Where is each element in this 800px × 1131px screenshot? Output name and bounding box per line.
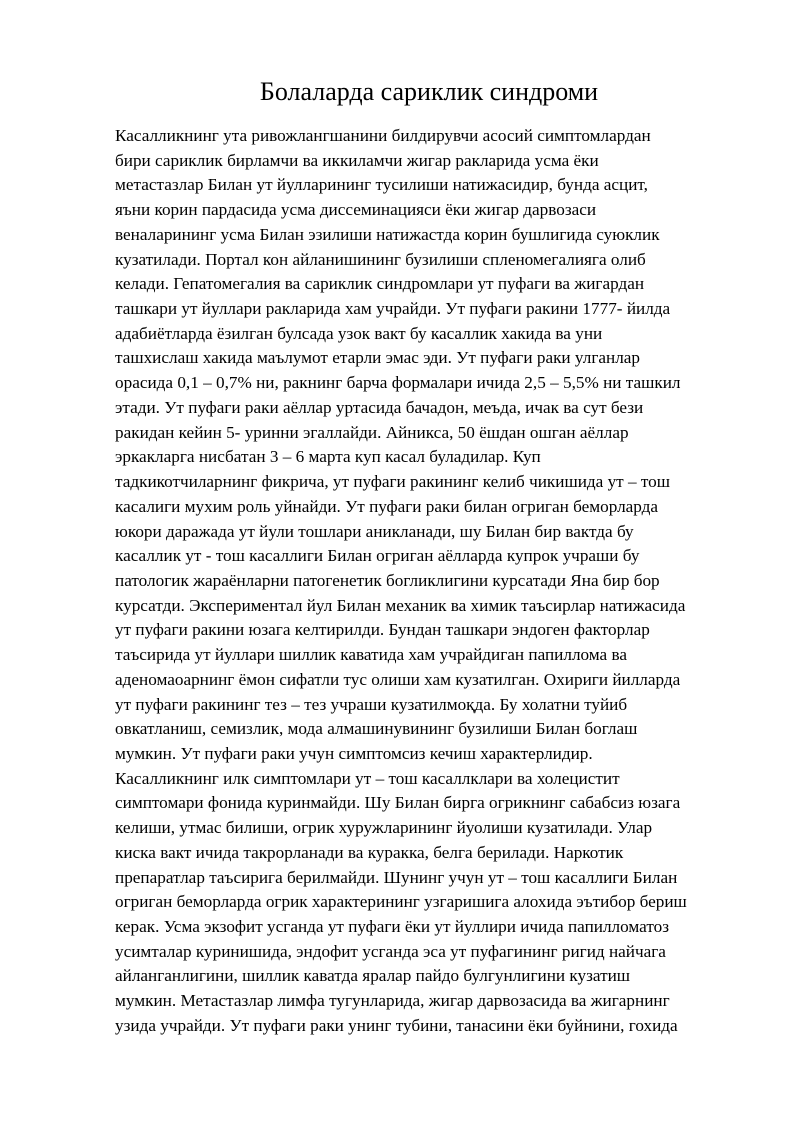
text-line: мумкин. Метастазлар лимфа тугунларида, жигар дарвозасида ва жигарнинг [115,991,670,1011]
text-line: препаратлар таъсирига берилмайди. Шунинг учун ут – тош касаллиги Билан [115,867,678,887]
text-line: яъни корин пардасида усма диссеминацияси ёки жигар дарвозаси [115,200,597,220]
text-line: касаллик ут - тош касаллиги Билан огриган аёлларда купрок учраши бу [115,546,640,566]
text-line: узида учрайди. Ут пуфаги раки унинг тубини, танасини ёки буйнини, гохида [115,1015,678,1035]
text-line: овкатланиш, семизлик, мода алмашинувининг бузилиши Билан боглаш [115,719,638,739]
text-line: касалиги мухим роль уйнайди. Ут пуфаги раки билан огриган беморларда [115,496,659,516]
text-line: эркакларга нисбатан 3 – 6 марта куп касал буладилар. Куп [115,447,541,467]
text-line: патологик жараёнларни патогенетик богликлигини курсатади Яна бир бор [115,570,660,590]
text-line: киска вакт ичида такрорланади ва куракка, белга берилади. Наркотик [115,842,624,862]
text-line: орасида 0,1 – 0,7% ни, ракнинг барча формалари ичида 2,5 – 5,5% ни ташкил [115,373,681,393]
text-line: ташкари ут йуллари ракларида хам учрайди. Ут пуфаги ракини 1777- йилда [115,299,671,319]
text-line: Касалликнинг илк симптомлари ут – тош касаллклари ва холецистит [115,768,620,788]
text-line: Касалликнинг ута ривожлангшанини билдирувчи асосий симптомлардан [115,126,651,145]
page-title: Болаларда сариклик синдроми [259,77,599,106]
text-line: кузатилади. Портал кон айланишининг бузилиши спленомегалияга олиб [115,249,646,269]
text-line: симптомари фонида куринмайди. Шу Билан бирга огрикнинг сабабсиз юзага [115,793,681,813]
text-line: огриган беморларда огрик характерининг узгаришига алохида эътибор бериш [115,892,687,912]
text-line: тадкикотчиларнинг фикрича, ут пуфаги ракининг келиб чикишида ут – тош [115,472,670,492]
text-line: келади. Гепатомегалия ва сариклик синдромлари ут пуфаги ва жигардан [115,274,645,294]
body-paragraph [115,124,755,1039]
text-line: метастазлар Билан ут йулларининг тусилиши натижасидир, бунда асцит, [115,175,648,195]
text-line: ракидан кейин 5- уринни эгаллайди. Айникса, 50 ёшдан ошган аёллар [115,422,629,442]
text-line: усимталар куринишида, эндофит усганда эса ут пуфагининг ригид найчага [115,941,666,961]
text-line: курсатди. Экспериментал йул Билан механик ва химик таъсирлар натижасида [115,595,686,615]
text-line: мумкин. Ут пуфаги раки учун симптомсиз кечиш характерлидир. [115,743,593,763]
text-line: ут пуфаги ракини юзага келтирилди. Бундан ташкари эндоген факторлар [115,620,650,640]
text-line: таъсирида ут йуллари шиллик каватида хам учрайдиган папиллома ва [115,645,627,665]
text-line: ут пуфаги ракининг тез – тез учраши кузатилмоқда. Бу холатни туйиб [115,694,628,714]
text-line: веналарининг усма Билан эзилиши натижастда корин бушлигида суюклик [115,224,660,244]
text-line: аденомаоарнинг ёмон сифатли тус олиши хам кузатилган. Охириги йилларда [115,669,681,689]
text-line: ташхислаш хакида маълумот етарли эмас эди. Ут пуфаги раки улганлар [115,348,641,368]
text-line: керак. Усма экзофит усганда ут пуфаги ёки ут йуллири ичида папилломатоз [115,917,669,936]
text-line: адабиётларда ёзилган булсада узок вакт бу касаллик хакида ва уни [115,323,603,343]
text-line: бири сариклик бирламчи ва иккиламчи жигар ракларида усма ёки [115,150,599,170]
text-line: юкори даражада ут йули тошлари аникланади, шу Билан бир вактда бу [115,521,634,541]
text-line: этади. Ут пуфаги раки аёллар уртасида бачадон, меъда, ичак ва сут бези [115,397,644,417]
text-line: келиши, утмас билиши, огрик хуружларининг йуолиши кузатилади. Улар [115,818,653,838]
text-line: айланганлигини, шиллик каватда яралар пайдо булгунлигини кузатиш [115,966,631,986]
